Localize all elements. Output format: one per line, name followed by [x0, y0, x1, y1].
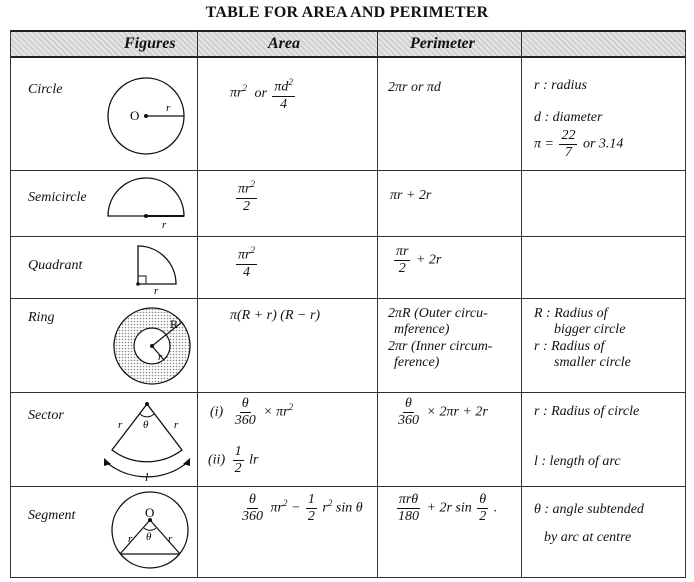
- ring-perimeter-2: mference): [394, 322, 450, 337]
- sector-figure: [100, 398, 194, 482]
- quadrant-radius-label: r: [154, 285, 159, 297]
- sector-area-1: (i) $\frac{\theta}{360}$ × $\pi r^2$: [210, 396, 294, 428]
- sector-note-1: r : Radius of circle: [534, 404, 640, 419]
- circle-area: $\pi r^2$ or $\frac{\pi d^2}{4}$: [230, 74, 297, 113]
- sector-radius-label-1: r: [118, 419, 123, 431]
- quadrant-perimeter: $\frac{\pi r}{2}$ + 2r: [396, 244, 442, 276]
- circle-note-diameter: d : diameter: [534, 110, 603, 125]
- sector-name: Sector: [28, 408, 64, 423]
- semicircle-radius-label: r: [162, 219, 167, 231]
- segment-perimeter: $\frac{\text{πrθ}}{180}$ + 2r sin $\frac{\theta}{2}$ .: [398, 492, 498, 524]
- segment-angle-label: θ: [146, 531, 152, 543]
- sector-arc-label: l: [145, 470, 149, 484]
- circle-note-pi: π = $\frac{22}{7}$ or 3.14: [534, 128, 624, 160]
- ring-name: Ring: [28, 310, 55, 325]
- ring-inner-radius-label: r: [158, 351, 163, 363]
- circle-radius-label: r: [166, 102, 171, 114]
- ring-note-2: bigger circle: [554, 322, 626, 337]
- header-perimeter: Perimeter: [410, 35, 475, 52]
- header-area: Area: [268, 35, 300, 52]
- header-figures: Figures: [124, 35, 176, 52]
- sector-radius-label-2: r: [174, 419, 179, 431]
- segment-radius-label-2: r: [168, 533, 173, 545]
- segment-note-2: by arc at centre: [544, 530, 632, 545]
- quadrant-area: $\frac{\pi r^2}{4}$: [234, 242, 259, 281]
- segment-radius-label-1: r: [128, 533, 133, 545]
- circle-center-label: O: [130, 108, 140, 123]
- area-perimeter-table: [10, 30, 686, 578]
- ring-perimeter-4: ference): [394, 355, 440, 370]
- circle-figure: [106, 66, 186, 166]
- sector-angle-label: θ: [143, 419, 149, 431]
- segment-figure: [110, 490, 190, 572]
- table-header: [10, 30, 686, 58]
- sector-perimeter: $\frac{\theta}{360}$ × 2πr + 2r: [398, 396, 488, 428]
- quadrant-figure: [130, 242, 180, 297]
- sector-note-2: l : length of arc: [534, 454, 621, 469]
- segment-center-label: O: [145, 505, 155, 520]
- semicircle-figure: [106, 176, 186, 232]
- ring-area: π(R + r) (R − r): [230, 308, 321, 323]
- segment-note-1: θ : angle subtended: [534, 502, 644, 517]
- ring-note-1: R : Radius of: [534, 306, 608, 321]
- segment-name: Segment: [28, 508, 76, 523]
- circle-note-radius: r : radius: [534, 78, 587, 93]
- segment-area: $\frac{\theta}{360}$ $\pi r^2$ − $\frac{1}{2}$ $r^2$ sin θ: [242, 492, 363, 524]
- quadrant-name: Quadrant: [28, 258, 83, 273]
- sector-area-2: (ii) $\frac{1}{2}$ lr: [208, 444, 259, 476]
- ring-perimeter-1: 2πR (Outer circu-: [388, 306, 488, 321]
- ring-figure: [112, 302, 192, 388]
- page-title: TABLE FOR AREA AND PERIMETER: [205, 4, 489, 21]
- circle-name: Circle: [28, 82, 63, 97]
- ring-note-3: r : Radius of: [534, 339, 605, 354]
- semicircle-area: $\frac{\pi r^2}{2}$: [234, 176, 259, 215]
- semicircle-name: Semicircle: [28, 190, 87, 205]
- ring-note-4: smaller circle: [554, 355, 631, 370]
- semicircle-perimeter: πr + 2r: [390, 188, 432, 203]
- ring-outer-radius-label: R: [170, 317, 179, 331]
- ring-perimeter-3: 2πr (Inner circum-: [388, 339, 493, 354]
- circle-perimeter: 2πr or πd: [388, 80, 441, 95]
